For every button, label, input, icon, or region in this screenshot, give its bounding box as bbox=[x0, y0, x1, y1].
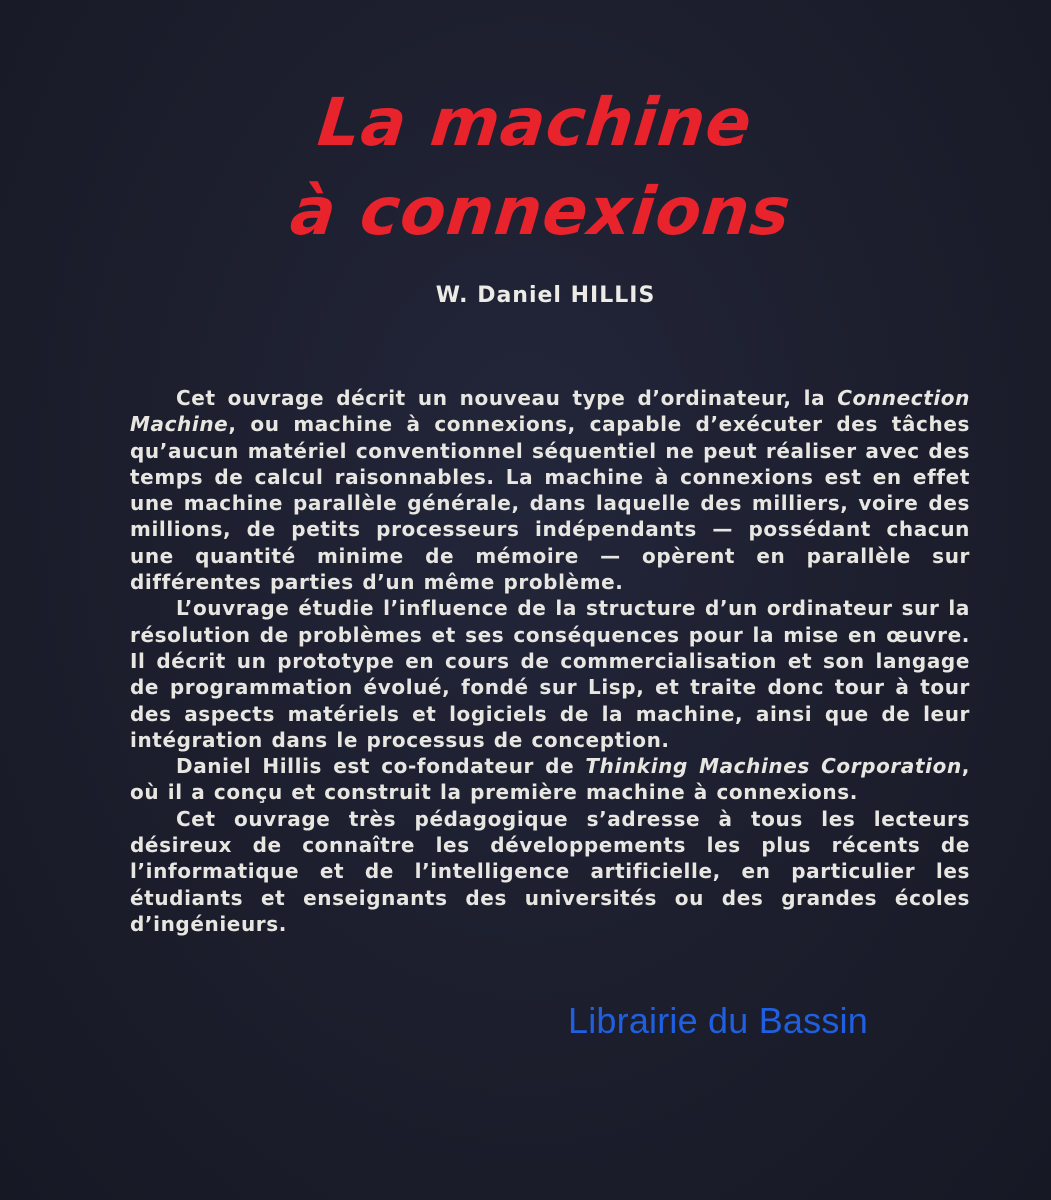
bookseller-watermark: Librairie du Bassin bbox=[568, 1000, 868, 1041]
blurb-italic-segment: Thinking Machines Corporation bbox=[585, 754, 962, 779]
blurb-segment: , ou machine à connexions, capable d’exécuter des tâches qu’aucun matériel conventionnel séquentiel ne peut réaliser avec des temps de calcul raisonnables. La machine à connexions est en effet une machine parallèle générale, dans laquelle des milliers, voire des millions, de petits processeurs indépendants — possédant chacun une quantité minime de mémoire — opèrent en parallèle sur différentes parties d’un même problème. bbox=[130, 412, 970, 595]
blurb-segment: Cet ouvrage très pédagogique s’adresse à tous les lecteurs désireux de connaître les développements les plus récents de l’informatique et de l’intelligence artificielle, en particulier les étudiants et enseignants des universités ou des grandes écoles d’ingénieurs. bbox=[130, 806, 970, 936]
blurb-paragraph bbox=[130, 806, 970, 937]
book-title-line-1: La machine bbox=[314, 84, 756, 161]
blurb-segment: Cet ouvrage décrit un nouveau type d’ordinateur, la bbox=[176, 386, 838, 410]
blurb-paragraph bbox=[130, 385, 970, 595]
book-title-line-2: à connexions bbox=[287, 173, 795, 251]
blurb-paragraph bbox=[130, 595, 970, 753]
blurb-italic-segment: Connection Machine bbox=[130, 386, 970, 437]
blurb-segment: Daniel Hillis est co-fondateur de bbox=[176, 754, 586, 779]
blurb-text bbox=[130, 385, 970, 937]
blurb-paragraph bbox=[130, 753, 970, 806]
blurb-segment: L’ouvrage étudie l’influence de la structure d’un ordinateur sur la résolution de problèmes et ses conséquences pour la mise en œuvre. Il décrit un prototype en cours de commercialisation et son langage de programmation évolué, fondé sur Lisp, et traite donc tour à tour des aspects matériels et logiciels de la machine, ainsi que de leur intégration dans le processus de conception. bbox=[130, 596, 970, 752]
blurb-segment: , où il a conçu et construit la première machine à connexions. bbox=[130, 754, 970, 805]
book-title bbox=[0, 78, 1051, 256]
book-author: W. Daniel HILLIS bbox=[435, 283, 656, 308]
